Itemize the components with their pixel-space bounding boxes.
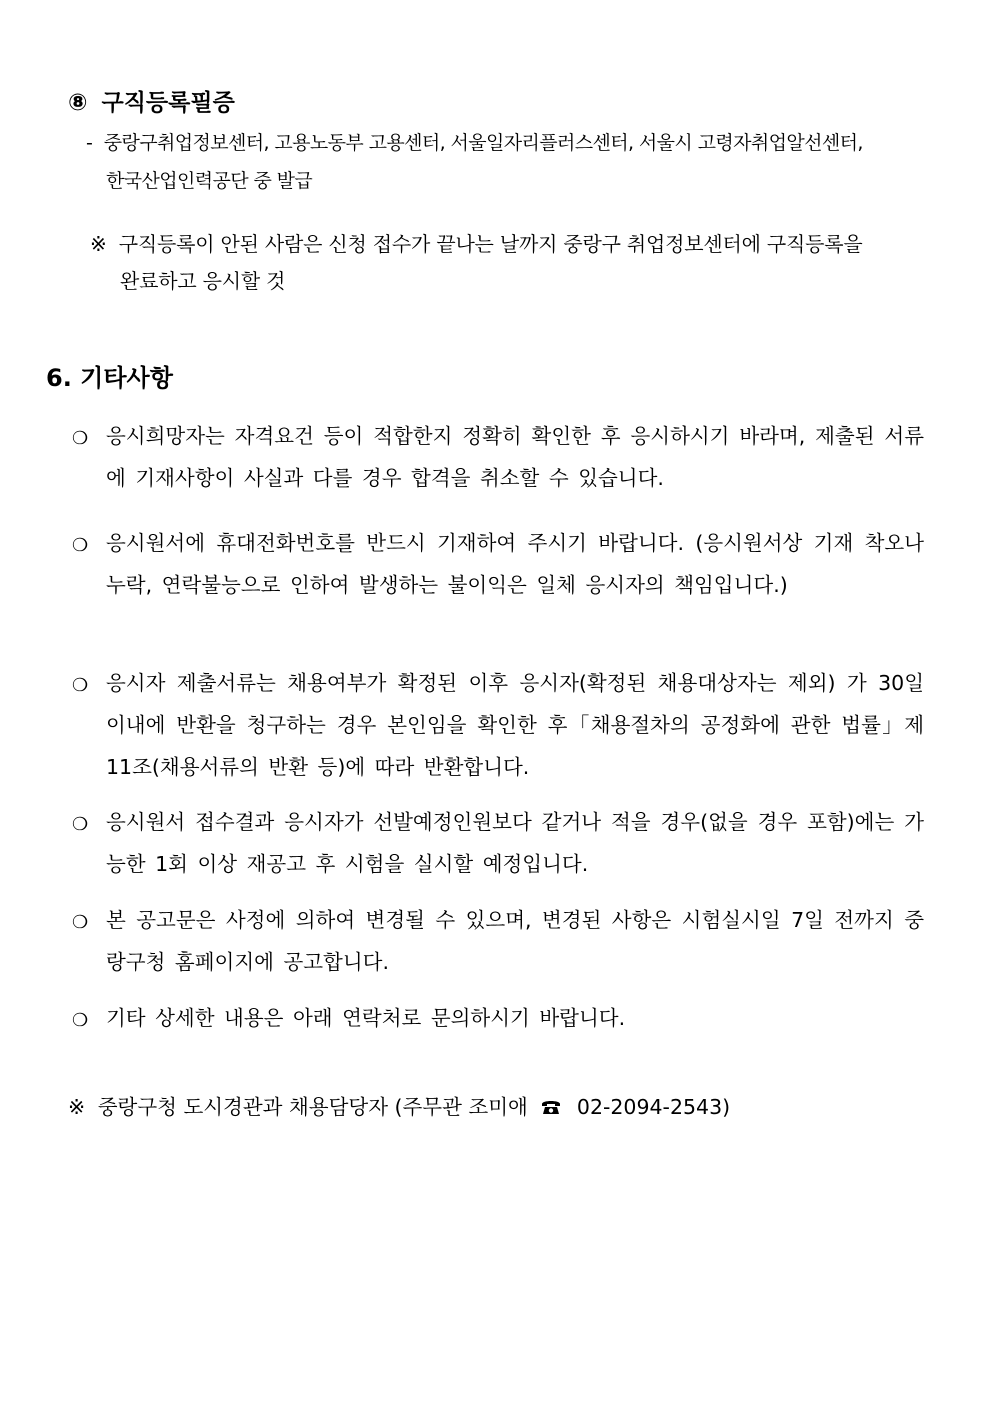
contact-phone: 02-2094-2543) xyxy=(576,1095,731,1119)
bullet-4: ❍ xyxy=(72,814,89,835)
section6-item-4: 응시원서 접수결과 응시자가 선발예정인원보다 같거나 적을 경우(없을 경우 포함)에는 가능한 1회 이상 재공고 후 시험을 실시할 예정입니다. xyxy=(106,810,924,876)
bullet-2: ❍ xyxy=(72,535,89,556)
telephone-icon xyxy=(540,1097,562,1121)
item8-issuers-text1: 중랑구취업정보센터, 고용노동부 고용센터, 서울일자리플러스센터, 서울시 고령자취업알선센터, xyxy=(103,132,863,154)
bullet-5: ❍ xyxy=(72,912,89,933)
section6-item-2: 응시원서에 휴대전화번호를 반드시 기재하여 주시기 바랍니다. (응시원서상 기재 착오나 누락, 연락불능으로 인하여 발생하는 불이익은 일체 응시자의 책임입니다.) xyxy=(106,531,924,597)
contact-mark: ※ xyxy=(68,1095,86,1119)
note-mark: ※ xyxy=(90,232,107,256)
item8-issuers-line2: 한국산업인력공단 중 발급 xyxy=(106,170,313,192)
bullet-1: ❍ xyxy=(72,428,89,449)
item8-note-text1: 구직등록이 안된 사람은 신청 접수가 끝나는 날까지 중랑구 취업정보센터에 구직등록을 xyxy=(118,232,863,256)
bullet-3: ❍ xyxy=(72,675,89,696)
contact-line xyxy=(68,1090,730,1121)
item8-issuers-line1 xyxy=(86,128,863,155)
section6-item-5: 본 공고문은 사정에 의하여 변경될 수 있으며, 변경된 사항은 시험실시일 7일 전까지 중랑구청 홈페이지에 공고합니다. xyxy=(106,908,924,974)
contact-text: 중랑구청 도시경관과 채용담당자 (주무관 조미애 xyxy=(97,1095,528,1119)
item8-note-line1 xyxy=(90,228,862,257)
section6-item-6: 기타 상세한 내용은 아래 연락처로 문의하시기 바랍니다. xyxy=(106,1006,626,1030)
bullet-6: ❍ xyxy=(72,1010,89,1031)
item8-heading xyxy=(68,84,235,117)
item8-number: ⑧ xyxy=(68,90,88,116)
section6-item-1: 응시희망자는 자격요건 등이 적합한지 정확히 확인한 후 응시하시기 바라며, 제출된 서류에 기재사항이 사실과 다를 경우 합격을 취소할 수 있습니다. xyxy=(106,424,924,490)
item8-title: 구직등록필증 xyxy=(101,90,235,116)
section6-item-3: 응시자 제출서류는 채용여부가 확정된 이후 응시자(확정된 채용대상자는 제외) 가 30일이내에 반환을 청구하는 경우 본인임을 확인한 후「채용절차의 공정화에 관한 법률」제11조(채용서류의 반환 등)에 따라 반환합니다. xyxy=(106,671,924,779)
item8-note-line2: 완료하고 응시할 것 xyxy=(120,269,286,293)
item8-dash: - xyxy=(86,132,93,154)
section6-title: 6. 기타사항 xyxy=(46,364,173,392)
